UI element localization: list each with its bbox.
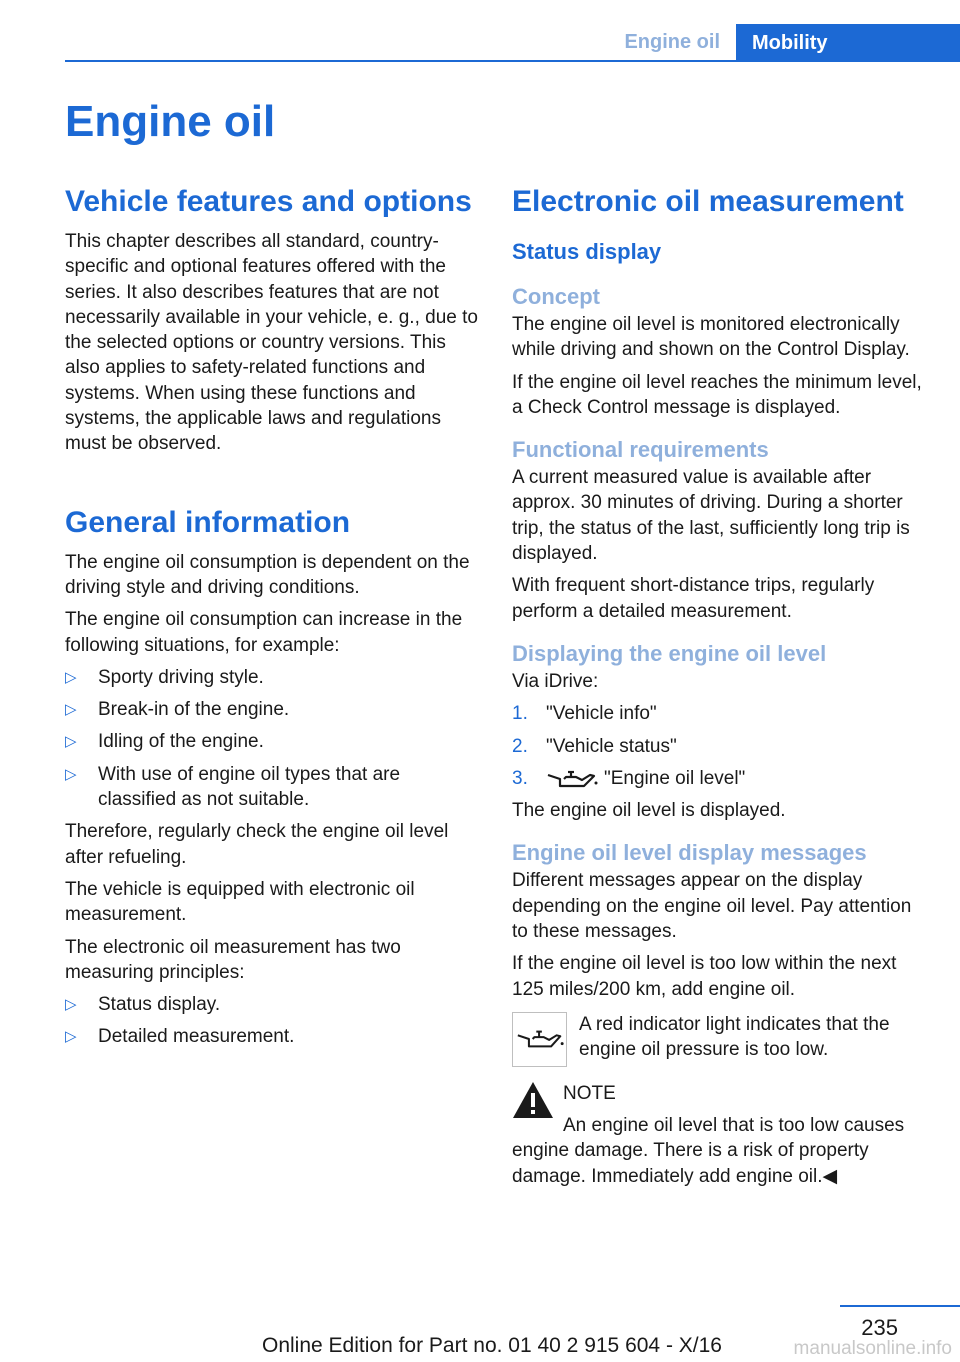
principles-list: [65, 992, 480, 1050]
general-info-paragraph: The electronic oil measurement has two measuring principles:: [65, 936, 401, 983]
page-number: 235: [861, 1315, 898, 1340]
via-idrive-text: Via iDrive:: [512, 670, 599, 692]
list-item: 2. "Vehicle status": [512, 735, 677, 757]
concept-paragraph: If the engine oil level reaches the minimum level, a Check Control message is displayed.: [512, 371, 922, 418]
edition-text: Online Edition for Part no. 01 40 2 915 604 - X/16: [262, 1334, 722, 1357]
triangle-bullet-icon: ▷: [65, 1028, 77, 1046]
left-column: [65, 182, 480, 1050]
list-item: 3. "Engine oil level": [512, 767, 746, 789]
functional-requirements-paragraph: A current measured value is available after approx. 30 minutes of driving. During a shorter trip, the status of the last, sufficiently long trip is displayed.: [512, 467, 910, 565]
list-item: 1. "Vehicle info": [512, 703, 657, 725]
list-item: ▷ Detailed measurement.: [65, 1024, 480, 1049]
triangle-bullet-icon: ▷: [65, 733, 77, 751]
note-text: An engine oil level that is too low causes engine damage. There is a risk of property damage. Immediately add engine oil.◀: [512, 1114, 905, 1187]
watermark: manualsonline.info: [793, 1338, 952, 1359]
situations-list: [65, 665, 480, 812]
electronic-oil-measurement-heading: Electronic oil measurement: [512, 185, 904, 218]
functional-requirements-paragraph: With frequent short-distance trips, regularly perform a detailed measurement.: [512, 575, 875, 622]
indicator-light-frame: [512, 1012, 567, 1067]
triangle-bullet-icon: ▷: [65, 996, 77, 1014]
footer-rule: [840, 1305, 960, 1307]
status-display-heading: Status display: [512, 239, 662, 264]
triangle-bullet-icon: ▷: [65, 701, 77, 719]
right-column: [512, 182, 924, 1189]
vehicle-features-text: This chapter describes all standard, country-specific and optional features offered with the series. It also describes features that are not necessarily available in your vehicle, e. g., due to the selected options or country versions. This also applies to safety-related functions and systems. When using these functions and systems, the applicable laws and regulations must be observed.: [65, 231, 478, 455]
display-messages-paragraph: Different messages appear on the display depending on the engine oil level. Pay attention to these messages.: [512, 870, 912, 943]
idrive-steps-list: [512, 701, 924, 791]
general-info-paragraph: The engine oil consumption is dependent on the driving style and driving conditions.: [65, 551, 470, 598]
general-information-heading: General information: [65, 505, 351, 539]
header-rule: [65, 60, 960, 62]
note-box: [512, 1081, 924, 1189]
warning-triangle-icon: [512, 1081, 554, 1119]
general-info-paragraph: Therefore, regularly check the engine oil level after refueling.: [65, 821, 449, 868]
vehicle-features-heading: Vehicle features and options: [65, 185, 472, 218]
display-result-text: The engine oil level is displayed.: [512, 800, 786, 822]
concept-heading: Concept: [512, 284, 600, 309]
indicator-light-row: [512, 1012, 924, 1067]
triangle-bullet-icon: ▷: [65, 765, 77, 783]
concept-paragraph: The engine oil level is monitored electronically while driving and shown on the Control Display.: [512, 314, 910, 361]
note-label: NOTE: [563, 1082, 616, 1104]
page-header: [0, 0, 960, 62]
indicator-light-text: A red indicator light indicates that the engine oil pressure is too low.: [579, 1013, 890, 1061]
section-tab[interactable]: Engine oil: [624, 31, 720, 53]
oil-can-icon: [546, 769, 598, 789]
list-item: ▷ Status display.: [65, 992, 480, 1017]
displaying-oil-level-heading: Displaying the engine oil level: [512, 640, 827, 666]
general-info-paragraph: The engine oil consumption can increase in the following situations, for example:: [65, 609, 463, 656]
list-item: ▷ Break-in of the engine.: [65, 697, 480, 722]
functional-requirements-heading: Functional requirements: [512, 437, 769, 463]
general-info-paragraph: The vehicle is equipped with electronic oil measurement.: [65, 878, 415, 926]
display-messages-heading: Engine oil level display messages: [512, 840, 867, 866]
triangle-bullet-icon: ▷: [65, 668, 77, 686]
list-item: ▷ Idling of the engine.: [65, 729, 480, 754]
display-messages-paragraph: If the engine oil level is too low within the next 125 miles/200 km, add engine oil.: [512, 953, 897, 1000]
list-item: ▷ Sporty driving style.: [65, 665, 480, 690]
page-title: Engine oil: [65, 97, 276, 146]
oil-pressure-icon: [516, 1024, 564, 1054]
list-item: ▷ With use of engine oil types that are classified as not suitable.: [65, 763, 401, 811]
chapter-tab[interactable]: Mobility: [736, 24, 960, 62]
